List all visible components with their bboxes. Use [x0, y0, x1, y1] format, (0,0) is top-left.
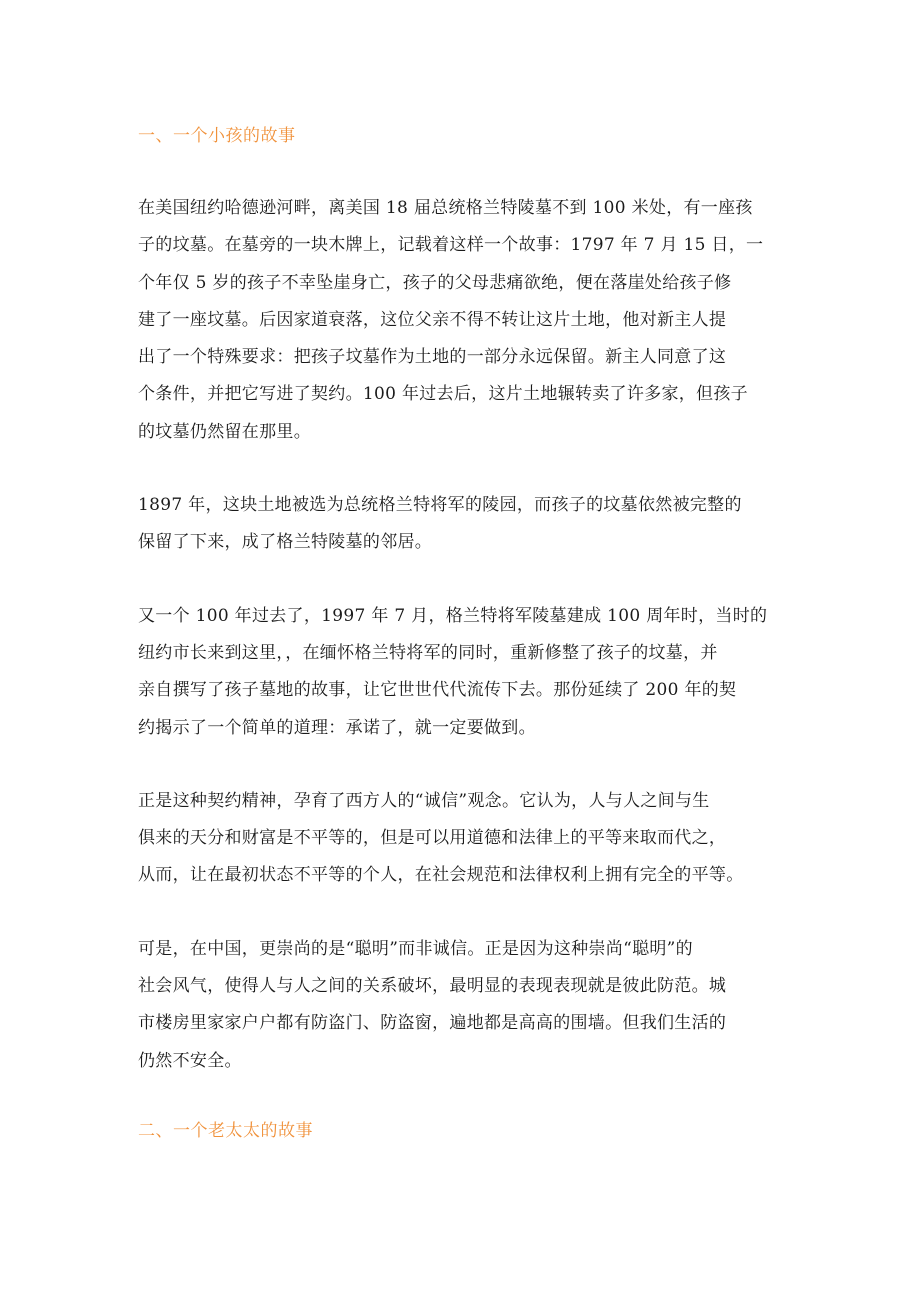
paragraph-line: 保留了下来，成了格兰特陵墓的邻居。 — [138, 532, 433, 553]
paragraph-line: 市楼房里家家户户都有防盗门、防盗窗，遍地都是高高的围墙。但我们生活的 — [138, 1013, 727, 1034]
paragraph-line: 亲自撰写了孩子墓地的故事，让它世世代代流传下去。那份延续了 200 年的契 — [138, 680, 737, 701]
paragraph-line: 仍然不安全。 — [138, 1050, 242, 1071]
paragraph-line: 子的坟墓。在墓旁的一块木牌上，记载着这样一个故事：1797 年 7 月 15 日，一 — [138, 235, 764, 256]
paragraph-line: 正是这种契约精神，孕育了西方人的“诚信”观念。它认为，人与人之间与生 — [138, 790, 710, 811]
paragraph-line: 约揭示了一个简单的道理：承诺了，就一定要做到。 — [138, 717, 536, 738]
paragraph-4 — [138, 783, 778, 895]
paragraph-line: 个条件，并把它写进了契约。100 年过去后，这片土地辗转卖了许多家，但孩子 — [138, 384, 748, 405]
paragraph-1 — [138, 190, 778, 451]
paragraph-line: 社会风气，使得人与人之间的关系破坏，最明显的表现表现就是彼此防范。城 — [138, 976, 727, 997]
paragraph-line: 建了一座坟墓。后因家道衰落，这位父亲不得不转让这片土地，他对新主人提 — [138, 309, 727, 330]
paragraph-line: 出了一个特殊要求：把孩子坟墓作为土地的一部分永远保留。新主人同意了这 — [138, 347, 727, 368]
paragraph-line: 在美国纽约哈德逊河畔，离美国 18 届总统格兰特陵墓不到 100 米处，有一座孩 — [138, 198, 753, 218]
paragraph-line: 纽约市长来到这里，，在缅怀格兰特将军的同时，重新修整了孩子的坟墓，并 — [138, 642, 718, 663]
paragraph-3 — [138, 598, 778, 747]
section-heading-1: 一、一个小孩的故事 — [138, 126, 296, 146]
paragraph-line: 可是，在中国，更崇尚的是“聪明”而非诚信。正是因为这种崇尚“聪明”的 — [138, 938, 693, 959]
paragraph-line: 1897 年，这块土地被选为总统格兰特将军的陵园，而孩子的坟墓依然被完整的 — [138, 495, 742, 516]
paragraph-2 — [138, 487, 778, 562]
paragraph-line: 俱来的天分和财富是不平等的，但是可以用道德和法律上的平等来取而代之， — [138, 828, 727, 849]
paragraph-5 — [138, 931, 778, 1080]
paragraph-line: 又一个 100 年过去了，1997 年 7 月，格兰特将军陵墓建成 100 周年时，当时的 — [138, 605, 768, 626]
section-heading-2: 二、一个老太太的故事 — [138, 1120, 313, 1141]
paragraph-line: 个年仅 5 岁的孩子不幸坠崖身亡，孩子的父母悲痛欲绝，便在落崖处给孩子修 — [138, 272, 732, 293]
paragraph-line: 从而，让在最初状态不平等的个人，在社会规范和法律权利上拥有完全的平等。 — [138, 865, 744, 886]
document-page — [138, 118, 778, 1149]
paragraph-line: 的坟墓仍然留在那里。 — [138, 421, 311, 442]
